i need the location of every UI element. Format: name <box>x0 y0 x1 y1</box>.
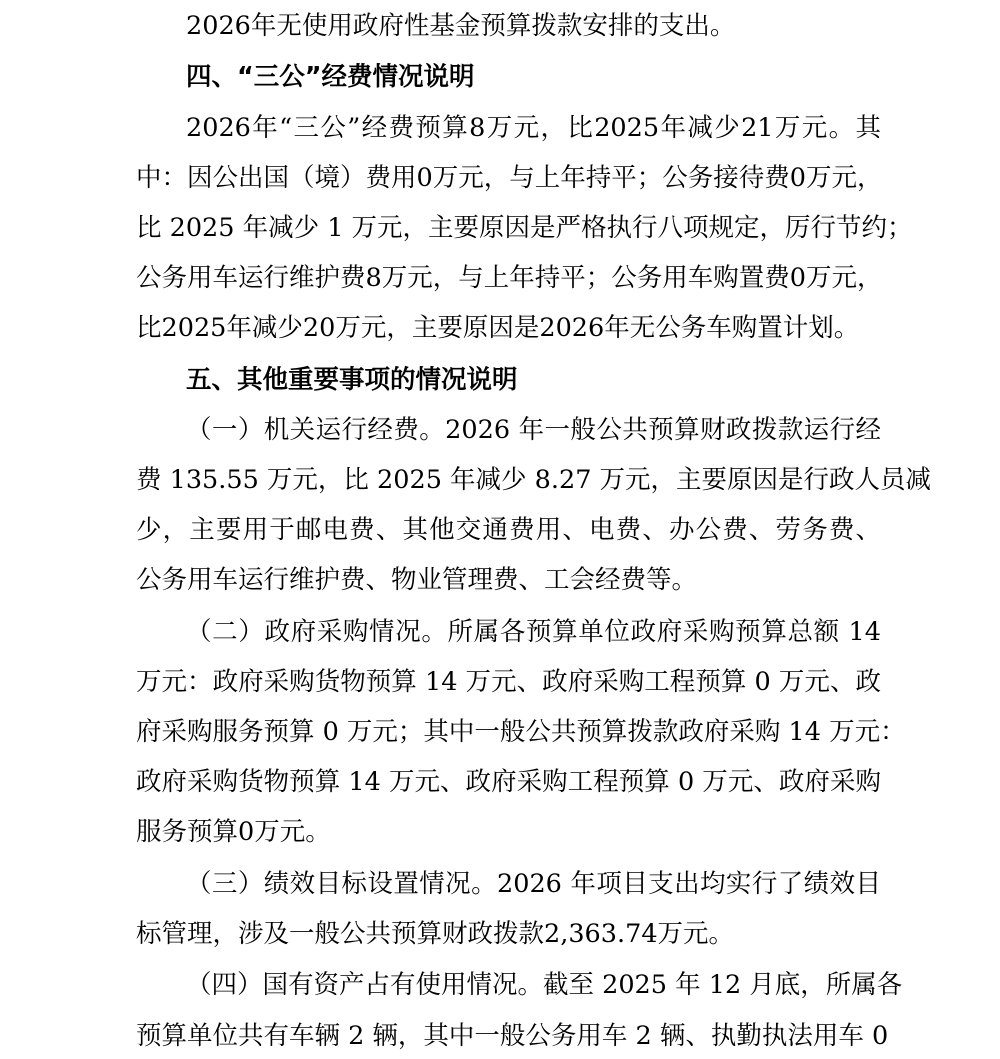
paragraph-line: 预算单位共有车辆 2 辆，其中一般公务用车 2 辆、执勤执法用车 0 <box>136 1021 889 1051</box>
paragraph-line: （二）政府采购情况。所属各预算单位政府采购预算总额 14 <box>186 617 881 647</box>
paragraph-line: 公务用车运行维护费、物业管理费、工会经费等。 <box>136 565 698 595</box>
paragraph-line: 公务用车运行维护费8万元，与上年持平；公务用车购置费0万元， <box>136 263 883 293</box>
paragraph-line: （一）机关运行经费。2026 年一般公共预算财政拨款运行经 <box>186 415 881 445</box>
paragraph-line: 服务预算0万元。 <box>136 817 331 847</box>
paragraph-line: 府采购服务预算 0 万元；其中一般公共预算拨款政府采购 14 万元： <box>136 717 906 747</box>
paragraph-line: 中：因公出国（境）费用0万元，与上年持平；公务接待费0万元， <box>136 163 883 193</box>
paragraph-line: 2026年“三公”经费预算8万元，比2025年减少21万元。其 <box>186 113 881 143</box>
paragraph-line: 比2025年减少20万元，主要原因是2026年无公务车购置计划。 <box>136 313 860 343</box>
paragraph-line: 政府采购货物预算 14 万元、政府采购工程预算 0 万元、政府采购 <box>136 767 881 797</box>
paragraph-line: 标管理，涉及一般公共预算财政拨款2,363.74万元。 <box>136 919 735 949</box>
paragraph-line: 2026年无使用政府性基金预算拨款安排的支出。 <box>186 11 736 41</box>
paragraph-line: 比 2025 年减少 1 万元，主要原因是严格执行八项规定，厉行节约； <box>136 213 913 243</box>
paragraph-line: （四）国有资产占有使用情况。截至 2025 年 12 月底，所属各 <box>186 970 903 1000</box>
paragraph-line: （三）绩效目标设置情况。2026 年项目支出均实行了绩效目 <box>186 869 881 899</box>
section-heading-three-public: 四、“三公”经费情况说明 <box>186 62 475 92</box>
paragraph-line: 费 135.55 万元，比 2025 年减少 8.27 万元，主要原因是行政人员减 <box>136 465 932 495</box>
paragraph-line: 万元：政府采购货物预算 14 万元、政府采购工程预算 0 万元、政 <box>136 667 881 697</box>
paragraph-line: 少，主要用于邮电费、其他交通费用、电费、办公费、劳务费、 <box>136 515 881 545</box>
section-heading-other-matters: 五、其他重要事项的情况说明 <box>186 365 518 395</box>
